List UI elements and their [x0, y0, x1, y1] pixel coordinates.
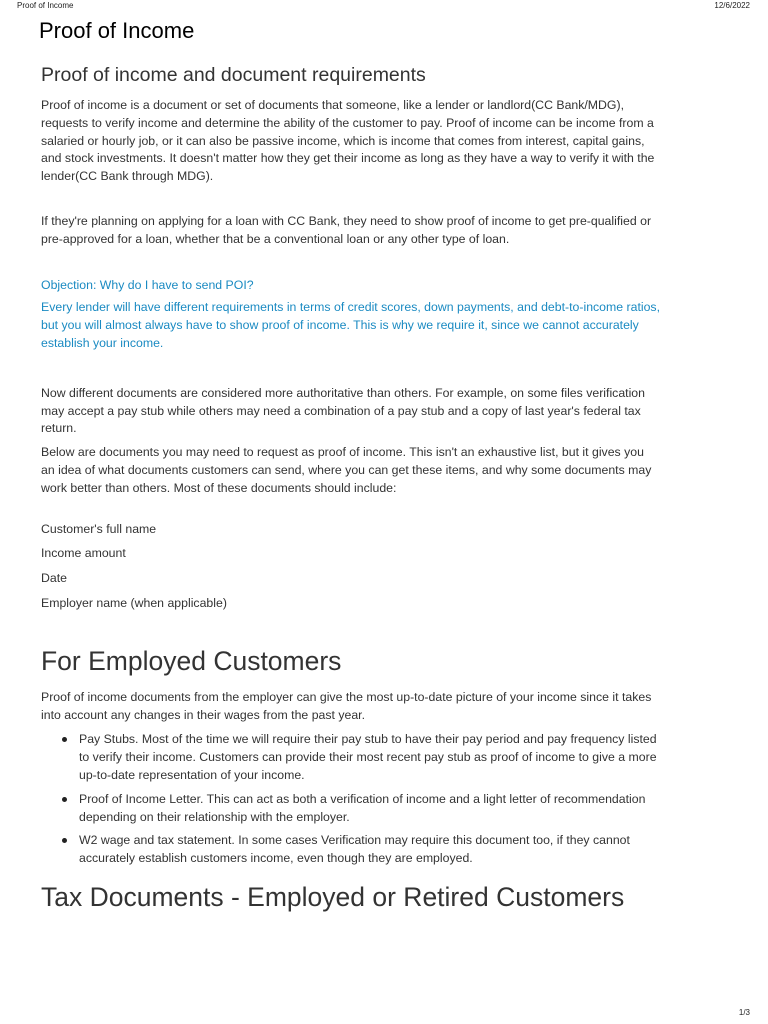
paragraph-employed-intro: Proof of income documents from the employer can give the most up-to-date picture of your income since it takes into account any changes in their wages from the past year.	[41, 689, 652, 722]
list-item	[79, 832, 661, 868]
bullet-text-pay-stubs: Pay Stubs. Most of the time we will require their pay stub to have their pay period and pay frequency listed to verify their income. Customers can provide their most recent pay stub as proof of income to give a more up-to-date representation of your income.	[79, 732, 657, 782]
bullet-icon	[62, 797, 67, 802]
section-heading-requirements: Proof of income and document requirements	[41, 64, 426, 86]
paragraph-loan-application: If they're planning on applying for a loan with CC Bank, they need to show proof of income to get pre-qualified or pre-approved for a loan, whether that be a conventional loan or any other type of loan.	[41, 213, 652, 246]
list-item: Customer's full name	[41, 521, 157, 536]
list-item: Income amount	[41, 546, 126, 561]
paragraph-document-list-intro: Below are documents you may need to request as proof of income. This isn't an exhaustive list, but it gives you an idea of what documents customers can send, where you can get these items, and why some documents may work better than others. Most of these documents should include:	[41, 445, 652, 495]
bullet-icon	[62, 737, 67, 742]
paragraph-authoritative-docs: Now different documents are considered more authoritative than others. For example, on some files verification may accept a pay stub while others may need a combination of a pay stub and a copy of last year's federal tax return.	[41, 385, 645, 436]
employed-documents-list	[41, 731, 661, 868]
list-item	[79, 731, 661, 784]
list-item	[79, 791, 661, 827]
paragraph-poi-definition: Proof of income is a document or set of documents that someone, like a lender or landlord(CC Bank/MDG), requests to verify income and determine the ability of the customer to pay. Proof of income can be income from a salaried or hourly job, or it can also be passive income, which is income that comes from interest, capital gains, and stock investments. It doesn't matter how they get their income as long as they have a way to verify it with the lender(CC Bank through MDG).	[41, 98, 655, 184]
section-heading-employed: For Employed Customers	[41, 645, 342, 676]
bullet-text-w2: W2 wage and tax statement. In some cases Verification may require this document too, if they cannot accurately establish customers income, even though they are employed.	[79, 833, 630, 866]
header-date: 12/6/2022	[714, 1, 750, 10]
header-document-name: Proof of Income	[17, 1, 74, 10]
list-item: Date	[41, 571, 67, 586]
document-body	[41, 62, 661, 914]
required-fields-list	[41, 521, 661, 613]
page-number: 1/3	[738, 1008, 750, 1017]
list-item: Employer name (when applicable)	[41, 595, 227, 610]
objection-answer: Every lender will have different requirements in terms of credit scores, down payments, and debt-to-income ratios, but you will almost always have to show proof of income. This is why we require it, since we cannot accurately establish your income.	[41, 300, 660, 350]
document-title: Proof of Income	[39, 18, 195, 43]
section-heading-tax-documents: Tax Documents - Employed or Retired Customers	[41, 881, 625, 912]
bullet-text-poi-letter: Proof of Income Letter. This can act as both a verification of income and a light letter of recommendation depending on their relationship with the employer.	[79, 791, 646, 824]
objection-question: Objection: Why do I have to send POI?	[41, 277, 254, 292]
bullet-icon	[62, 838, 67, 843]
